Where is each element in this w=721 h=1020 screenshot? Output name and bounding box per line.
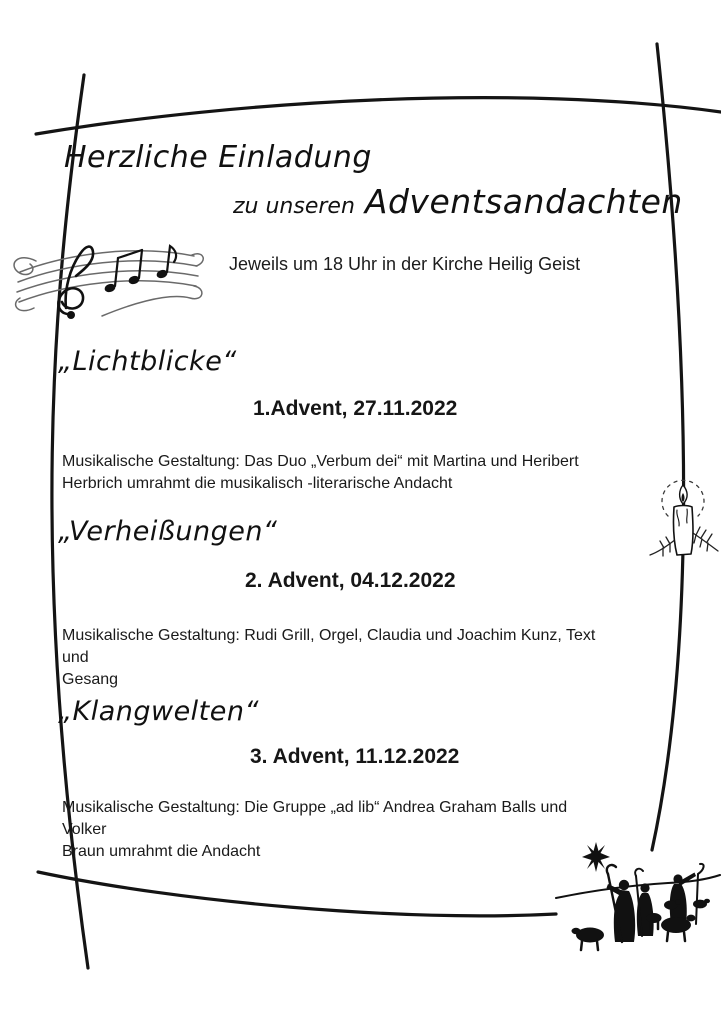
- music-notes-icon: [6, 228, 206, 324]
- section-date-3: 3. Advent, 11.12.2022: [250, 745, 460, 768]
- section-description-2: [62, 625, 607, 691]
- description-line: Musikalische Gestaltung: Das Duo „Verbum dei“ mit Martina und Heribert: [62, 453, 579, 470]
- subtitle-main: Adventsandachten: [364, 182, 683, 221]
- section-date-2: 2. Advent, 04.12.2022: [245, 569, 456, 592]
- star-icon: [582, 842, 610, 872]
- subtitle-prefix: zu unseren: [233, 194, 355, 219]
- section-description-3: [62, 797, 607, 863]
- section-title-verheissungen: „Verheißungen“: [58, 516, 278, 547]
- time-place-line: Jeweils um 18 Uhr in der Kirche Heilig Geist: [229, 254, 581, 274]
- description-line: Musikalische Gestaltung: Rudi Grill, Orgel, Claudia und Joachim Kunz, Text und: [62, 627, 596, 666]
- section-date-1: 1.Advent, 27.11.2022: [253, 397, 458, 420]
- description-line: Gesang: [62, 671, 119, 688]
- candle-icon: [646, 473, 720, 569]
- description-line: Braun umrahmt die Andacht: [62, 843, 261, 860]
- section-title-klangwelten: „Klangwelten“: [58, 696, 259, 727]
- section-description-1: [62, 451, 607, 495]
- section-title-lichtblicke: „Lichtblicke“: [58, 346, 237, 377]
- description-line: Musikalische Gestaltung: Die Gruppe „ad lib“ Andrea Graham Balls und Volker: [62, 799, 568, 838]
- description-line: Herbrich umrahmt die musikalisch -literarische Andacht: [62, 475, 453, 492]
- shepherds-and-sheep-icon: [550, 838, 721, 960]
- page-subtitle-row: [233, 182, 683, 221]
- page-title: Herzliche Einladung: [64, 140, 372, 175]
